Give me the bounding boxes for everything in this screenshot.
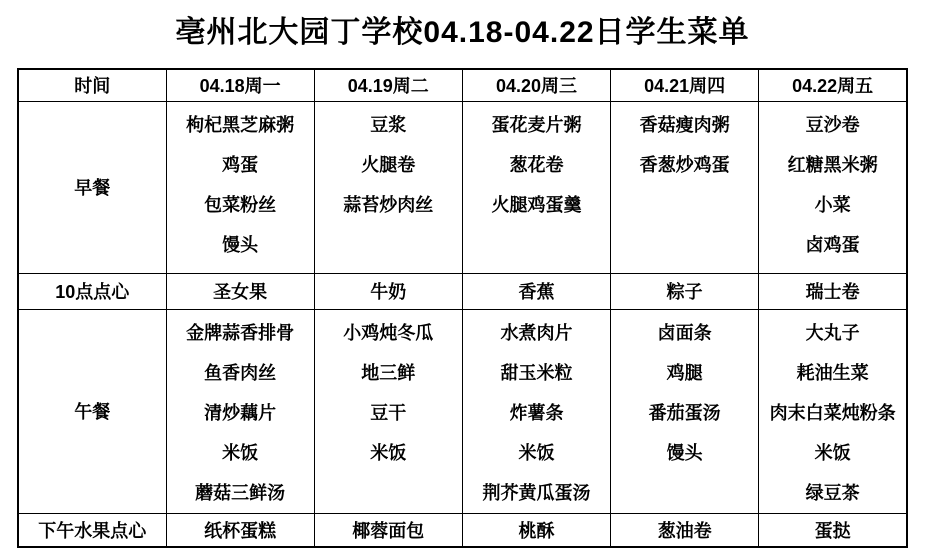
menu-item: 绿豆茶: [805, 482, 860, 503]
menu-item: 蛋花麦片粥: [491, 114, 582, 135]
row-label-breakfast: 早餐: [18, 101, 166, 273]
lunch-thursday-cell: [611, 309, 759, 513]
page-title: 亳州北大园丁学校04.18-04.22日学生菜单: [175, 16, 750, 49]
menu-item: 卤鸡蛋: [805, 234, 860, 255]
snack-friday-cell: 瑞士卷: [759, 273, 907, 309]
row-morning-snack: [18, 273, 907, 309]
menu-item: 豆沙卷: [805, 114, 860, 135]
snack-monday-cell: 圣女果: [166, 273, 314, 309]
header-row: [18, 69, 907, 101]
menu-table: [17, 68, 908, 548]
menu-item: 豆浆: [370, 114, 407, 135]
afternoon-thursday-cell: 葱油卷: [611, 513, 759, 547]
menu-item: 耗油生菜: [796, 362, 869, 383]
header-cell-tuesday: 04.19周二: [314, 69, 462, 101]
lunch-wednesday-cell: [462, 309, 610, 513]
menu-item: 肉末白菜炖粉条: [769, 402, 896, 423]
menu-item: 馒头: [222, 234, 259, 255]
menu-item: 火腿鸡蛋羹: [491, 194, 582, 215]
menu-item-list: [167, 102, 314, 264]
menu-item: 米饭: [370, 442, 407, 463]
header-cell-time: 时间: [18, 69, 166, 101]
breakfast-wednesday-cell: [462, 101, 610, 273]
menu-item: 甜玉米粒: [500, 362, 573, 383]
afternoon-tuesday-cell: 椰蓉面包: [314, 513, 462, 547]
menu-item: 香菇瘦肉粥: [639, 114, 730, 135]
menu-item: 鸡腿: [666, 362, 703, 383]
menu-item: 清炒藕片: [204, 402, 277, 423]
menu-item-list: [759, 102, 906, 264]
menu-item: 枸杞黑芝麻粥: [186, 114, 295, 135]
breakfast-monday-cell: [166, 101, 314, 273]
snack-wednesday-cell: 香蕉: [462, 273, 610, 309]
menu-item: 米饭: [222, 442, 259, 463]
afternoon-monday-cell: 纸杯蛋糕: [166, 513, 314, 547]
menu-item-list: [167, 310, 314, 512]
breakfast-friday-cell: [759, 101, 907, 273]
menu-item-list: [463, 102, 610, 224]
menu-item: 小菜: [814, 194, 851, 215]
menu-item-list: [463, 310, 610, 512]
menu-item: 包菜粉丝: [204, 194, 277, 215]
header-cell-friday: 04.22周五: [759, 69, 907, 101]
header-cell-thursday: 04.21周四: [611, 69, 759, 101]
row-breakfast: [18, 101, 907, 273]
menu-item: 荆芥黄瓜蛋汤: [482, 482, 591, 503]
menu-item-list: [759, 310, 906, 512]
menu-item: 葱花卷: [509, 154, 564, 175]
lunch-friday-cell: [759, 309, 907, 513]
menu-item: 馒头: [666, 442, 703, 463]
menu-item: 蘑菇三鲜汤: [195, 482, 286, 503]
menu-item-list: [611, 102, 758, 184]
row-label-lunch: 午餐: [18, 309, 166, 513]
menu-item: 炸薯条: [509, 402, 564, 423]
afternoon-friday-cell: 蛋挞: [759, 513, 907, 547]
header-cell-monday: 04.18周一: [166, 69, 314, 101]
menu-item: 金牌蒜香排骨: [186, 322, 295, 343]
row-label-afternoon-snack: 下午水果点心: [18, 513, 166, 547]
menu-item-list: [315, 102, 462, 224]
breakfast-tuesday-cell: [314, 101, 462, 273]
menu-item: 地三鲜: [361, 362, 416, 383]
menu-item: 卤面条: [657, 322, 712, 343]
menu-item: 米饭: [518, 442, 555, 463]
menu-item: 香葱炒鸡蛋: [639, 154, 730, 175]
row-label-morning-snack: 10点点心: [18, 273, 166, 309]
header-cell-wednesday: 04.20周三: [462, 69, 610, 101]
lunch-tuesday-cell: [314, 309, 462, 513]
menu-item: 番茄蛋汤: [648, 402, 721, 423]
row-afternoon-snack: [18, 513, 907, 547]
row-lunch: [18, 309, 907, 513]
menu-item: 米饭: [814, 442, 851, 463]
lunch-monday-cell: [166, 309, 314, 513]
menu-item: 鸡蛋: [222, 154, 259, 175]
breakfast-thursday-cell: [611, 101, 759, 273]
menu-item: 蒜苔炒肉丝: [343, 194, 434, 215]
menu-item: 小鸡炖冬瓜: [343, 322, 434, 343]
menu-item: 鱼香肉丝: [204, 362, 277, 383]
menu-item: 火腿卷: [361, 154, 416, 175]
menu-item: 红糖黑米粥: [787, 154, 878, 175]
afternoon-wednesday-cell: 桃酥: [462, 513, 610, 547]
menu-item: 大丸子: [805, 322, 860, 343]
snack-thursday-cell: 粽子: [611, 273, 759, 309]
menu-item: 水煮肉片: [500, 322, 573, 343]
menu-item-list: [611, 310, 758, 472]
menu-item: 豆干: [370, 402, 407, 423]
snack-tuesday-cell: 牛奶: [314, 273, 462, 309]
menu-item-list: [315, 310, 462, 472]
